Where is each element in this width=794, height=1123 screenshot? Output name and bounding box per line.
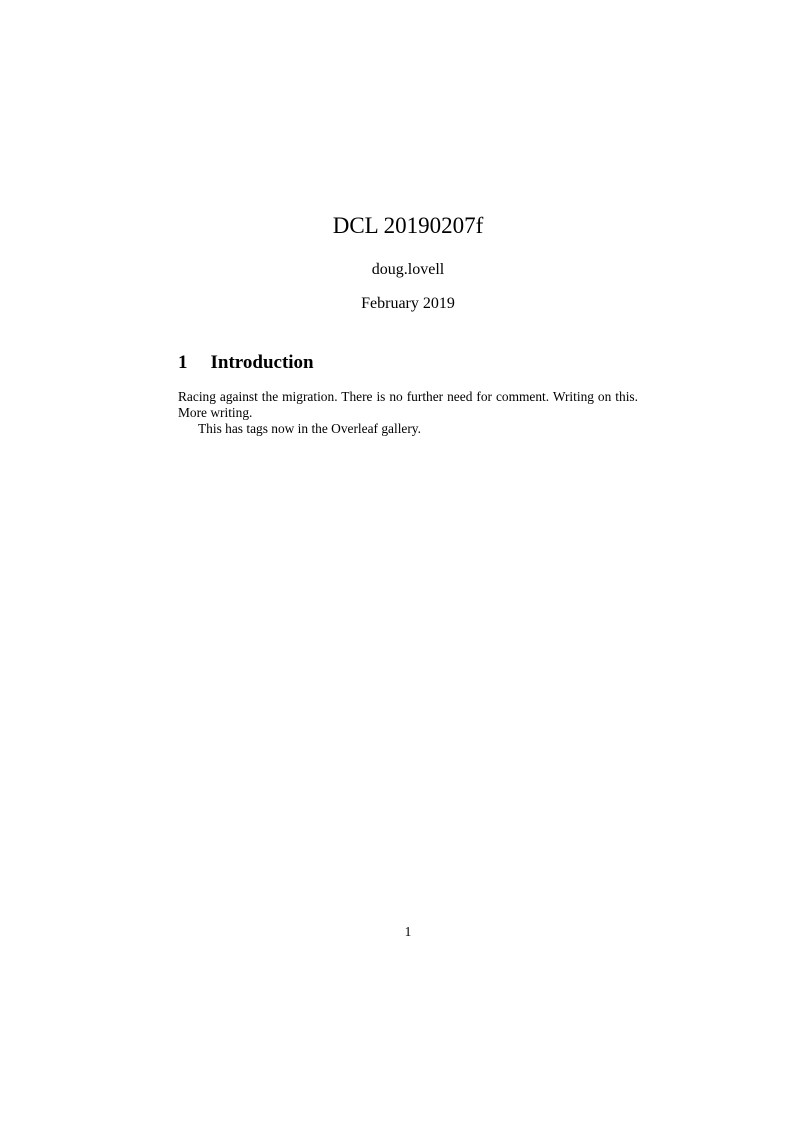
section-heading (178, 353, 638, 374)
title-block (178, 213, 638, 312)
page-number: 1 (404, 924, 412, 939)
document-title: DCL 20190207f (332, 213, 484, 238)
section-number: 1 (178, 352, 188, 374)
body-paragraph: Racing against the migration. There is no further need for comment. Writing on this. More writing. (178, 389, 638, 421)
text-block (178, 0, 638, 437)
body-paragraph: This has tags now in the Overleaf gallery. (198, 421, 421, 437)
section-title: Introduction (210, 352, 314, 374)
document-date: February 2019 (361, 294, 455, 312)
document-author: doug.lovell (371, 261, 445, 279)
